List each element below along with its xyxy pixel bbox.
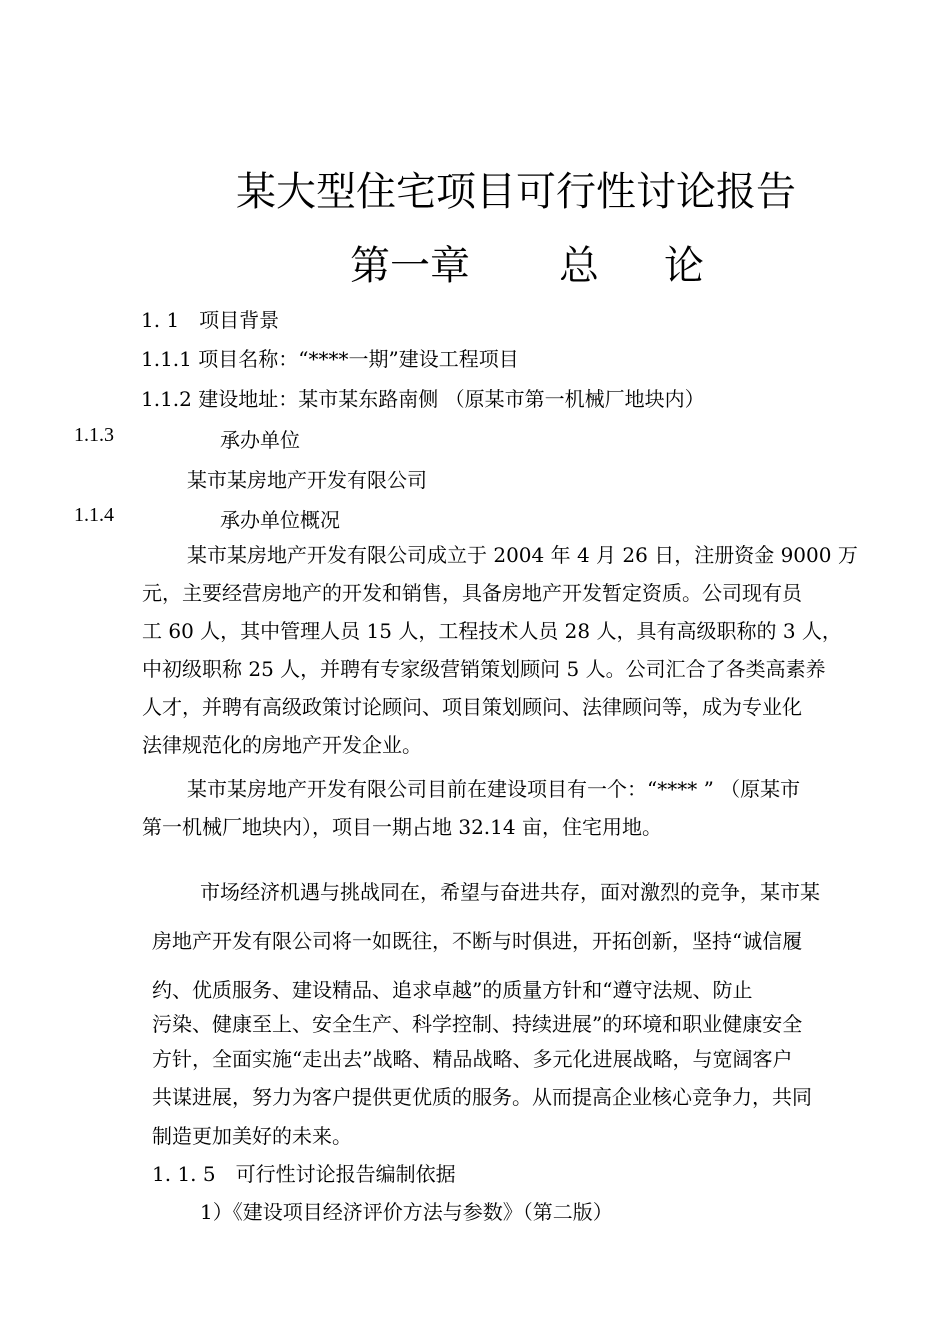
paragraph-line: 房地产开发有限公司将一如既往，不断与时俱进，开拓创新，坚持“诚信履 — [152, 929, 803, 953]
paragraph-line: 中初级职称 25 人，并聘有专家级营销策划顾问 5 人。公司汇合了各类高素养 — [142, 657, 826, 681]
paragraph-line: 第一机械厂地块内），项目一期占地 32.14 亩，住宅用地。 — [142, 815, 662, 839]
company-overview-paragraph — [142, 536, 902, 764]
paragraph-line: 市场经济机遇与挑战同在，希望与奋进共存，面对激烈的竞争，某市某 — [200, 880, 820, 904]
chapter-label: 第一章 — [350, 243, 470, 289]
paragraph-line: 人才，并聘有高级政策讨论顾问、项目策划顾问、法律顾问等，成为专业化 — [142, 695, 802, 719]
chapter-word-1: 总 — [559, 243, 599, 289]
section-1-1-4-number: 1.1.4 — [74, 504, 114, 526]
paragraph-line: 某市某房地产开发有限公司目前在建设项目有一个：“**** ” （原某市 — [187, 777, 801, 801]
document-title: 某大型住宅项目可行性讨论报告 — [236, 169, 796, 215]
paragraph-line: 污染、健康至上、安全生产、科学控制、持续进展”的环境和职业健康安全 — [152, 1012, 803, 1036]
paragraph-line: 工 60 人，其中管理人员 15 人，工程技术人员 28 人，具有高级职称的 3 人， — [142, 619, 842, 643]
section-1-1-1: 1.1.1 项目名称：“****一期”建设工程项目 — [141, 347, 519, 371]
section-1-1: 1. 1 项目背景 — [141, 308, 280, 332]
paragraph-line: 制造更加美好的未来。 — [152, 1124, 352, 1148]
paragraph-line: 某市某房地产开发有限公司成立于 2004 年 4 月 26 日，注册资金 9000 万 — [187, 543, 858, 567]
chapter-word-2: 论 — [664, 243, 704, 289]
section-1-1-4-title: 承办单位概况 — [220, 508, 340, 532]
reference-item-1: 1）《建设项目经济评价方法与参数》（第二版） — [200, 1200, 613, 1224]
section-1-1-3-title: 承办单位 — [220, 428, 300, 452]
paragraph-line: 元，主要经营房地产的开发和销售，具备房地产开发暂定资质。公司现有员 — [142, 581, 802, 605]
section-1-1-5: 1. 1. 5 可行性讨论报告编制依据 — [152, 1162, 456, 1186]
paragraph-line: 法律规范化的房地产开发企业。 — [142, 733, 422, 757]
paragraph-line: 共谋进展，努力为客户提供更优质的服务。从而提高企业核心竞争力，共同 — [152, 1085, 812, 1109]
section-1-1-3-number: 1.1.3 — [74, 424, 114, 446]
section-1-1-2: 1.1.2 建设地址：某市某东路南侧 （原某市第一机械厂地块内） — [141, 387, 705, 411]
paragraph-line: 约、优质服务、建设精品、追求卓越”的质量方针和“遵守法规、防止 — [152, 978, 753, 1002]
current-project-paragraph — [142, 770, 902, 846]
paragraph-line: 方针，全面实施“走出去”战略、精品战略、多元化进展战略，与宽阔客户 — [152, 1047, 793, 1071]
company-name: 某市某房地产开发有限公司 — [187, 468, 427, 492]
